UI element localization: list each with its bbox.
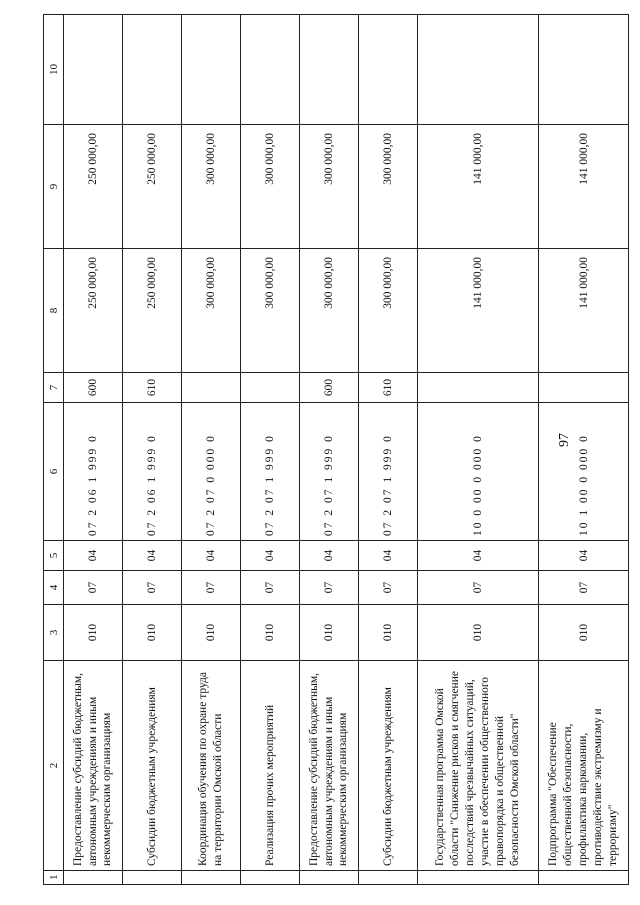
amount-col-9: 300 000,00 bbox=[241, 125, 300, 249]
item-name: Субсидии бюджетным учреждениям bbox=[359, 661, 418, 871]
ministry-code: 010 bbox=[123, 605, 182, 661]
table-row bbox=[241, 15, 300, 885]
item-name: Подпрограмма "Обеспечение общественной безопасности, профилактика наркомании, противодействие экстремизму и терроризму" bbox=[539, 661, 629, 871]
expense-type-code: 600 bbox=[64, 373, 123, 403]
amount-col-8: 141 000,00 bbox=[539, 249, 629, 373]
ministry-code: 010 bbox=[300, 605, 359, 661]
amount-col-8: 141 000,00 bbox=[418, 249, 539, 373]
table-row bbox=[64, 15, 123, 885]
column-header: 10 bbox=[44, 15, 64, 125]
subsection-code: 04 bbox=[241, 541, 300, 571]
table-row bbox=[182, 15, 241, 885]
table-row bbox=[359, 15, 418, 885]
target-article-code: 10 1 00 0 000 0 bbox=[539, 403, 629, 541]
amount-col-9: 141 000,00 bbox=[539, 125, 629, 249]
section-code: 07 bbox=[241, 571, 300, 605]
item-name: Координация обучения по охране труда на территории Омской области bbox=[182, 661, 241, 871]
table-row bbox=[300, 15, 359, 885]
cell-col-1 bbox=[182, 871, 241, 885]
target-article-code: 07 2 06 1 999 0 bbox=[123, 403, 182, 541]
expense-type-code bbox=[241, 373, 300, 403]
expense-type-code: 610 bbox=[359, 373, 418, 403]
subsection-code: 04 bbox=[123, 541, 182, 571]
amount-col-8: 250 000,00 bbox=[64, 249, 123, 373]
subsection-code: 04 bbox=[539, 541, 629, 571]
target-article-code: 07 2 06 1 999 0 bbox=[64, 403, 123, 541]
ministry-code: 010 bbox=[182, 605, 241, 661]
subsection-code: 04 bbox=[182, 541, 241, 571]
cell-col-1 bbox=[64, 871, 123, 885]
column-header: 4 bbox=[44, 571, 64, 605]
target-article-code: 07 2 07 0 000 0 bbox=[182, 403, 241, 541]
amount-col-9: 300 000,00 bbox=[300, 125, 359, 249]
amount-col-8: 300 000,00 bbox=[359, 249, 418, 373]
amount-col-9: 250 000,00 bbox=[64, 125, 123, 249]
target-article-code: 07 2 07 1 999 0 bbox=[300, 403, 359, 541]
column-header: 7 bbox=[44, 373, 64, 403]
item-name: Предоставление субсидий бюджетным, автономным учреждениям и иным некоммерческим организациям bbox=[300, 661, 359, 871]
expense-type-code: 610 bbox=[123, 373, 182, 403]
amount-col-8: 300 000,00 bbox=[241, 249, 300, 373]
cell-col-1 bbox=[359, 871, 418, 885]
budget-table bbox=[43, 14, 629, 885]
target-article-code: 10 0 00 0 000 0 bbox=[418, 403, 539, 541]
section-code: 07 bbox=[359, 571, 418, 605]
column-header: 1 bbox=[44, 871, 64, 885]
ministry-code: 010 bbox=[539, 605, 629, 661]
column-header: 8 bbox=[44, 249, 64, 373]
expense-type-code bbox=[182, 373, 241, 403]
expense-type-code bbox=[539, 373, 629, 403]
column-header: 5 bbox=[44, 541, 64, 571]
amount-col-9: 300 000,00 bbox=[359, 125, 418, 249]
amount-col-9: 141 000,00 bbox=[418, 125, 539, 249]
column-header: 2 bbox=[44, 661, 64, 871]
subsection-code: 04 bbox=[64, 541, 123, 571]
page-number: 97 bbox=[557, 433, 572, 447]
header-row bbox=[44, 15, 64, 885]
section-code: 07 bbox=[418, 571, 539, 605]
item-name: Предоставление субсидий бюджетным, автономным учреждениям и иным некоммерческим организациям bbox=[64, 661, 123, 871]
subsection-code: 04 bbox=[300, 541, 359, 571]
amount-col-10 bbox=[418, 15, 539, 125]
amount-col-8: 300 000,00 bbox=[300, 249, 359, 373]
amount-col-9: 300 000,00 bbox=[182, 125, 241, 249]
section-code: 07 bbox=[182, 571, 241, 605]
amount-col-10 bbox=[123, 15, 182, 125]
amount-col-8: 250 000,00 bbox=[123, 249, 182, 373]
section-code: 07 bbox=[64, 571, 123, 605]
ministry-code: 010 bbox=[418, 605, 539, 661]
amount-col-10 bbox=[64, 15, 123, 125]
item-name: Реализация прочих мероприятий bbox=[241, 661, 300, 871]
cell-col-1 bbox=[123, 871, 182, 885]
table-row bbox=[123, 15, 182, 885]
ministry-code: 010 bbox=[64, 605, 123, 661]
column-header: 6 bbox=[44, 403, 64, 541]
cell-col-1 bbox=[241, 871, 300, 885]
target-article-code: 07 2 07 1 999 0 bbox=[241, 403, 300, 541]
item-name: Государственная программа Омской области "Снижение рисков и смягчение последствий чрезвычайных ситуаций, участие в обеспечении общественного правопорядка и общественной безопасности Омской области" bbox=[418, 661, 539, 871]
amount-col-10 bbox=[539, 15, 629, 125]
section-code: 07 bbox=[123, 571, 182, 605]
expense-type-code: 600 bbox=[300, 373, 359, 403]
expense-type-code bbox=[418, 373, 539, 403]
table-row bbox=[539, 15, 629, 885]
column-header: 9 bbox=[44, 125, 64, 249]
item-name: Субсидии бюджетным учреждениям bbox=[123, 661, 182, 871]
subsection-code: 04 bbox=[418, 541, 539, 571]
amount-col-8: 300 000,00 bbox=[182, 249, 241, 373]
table-row bbox=[418, 15, 539, 885]
amount-col-10 bbox=[359, 15, 418, 125]
amount-col-10 bbox=[182, 15, 241, 125]
subsection-code: 04 bbox=[359, 541, 418, 571]
section-code: 07 bbox=[539, 571, 629, 605]
ministry-code: 010 bbox=[241, 605, 300, 661]
cell-col-1 bbox=[418, 871, 539, 885]
cell-col-1 bbox=[300, 871, 359, 885]
ministry-code: 010 bbox=[359, 605, 418, 661]
amount-col-9: 250 000,00 bbox=[123, 125, 182, 249]
cell-col-1 bbox=[539, 871, 629, 885]
section-code: 07 bbox=[300, 571, 359, 605]
target-article-code: 07 2 07 1 999 0 bbox=[359, 403, 418, 541]
amount-col-10 bbox=[241, 15, 300, 125]
column-header: 3 bbox=[44, 605, 64, 661]
amount-col-10 bbox=[300, 15, 359, 125]
